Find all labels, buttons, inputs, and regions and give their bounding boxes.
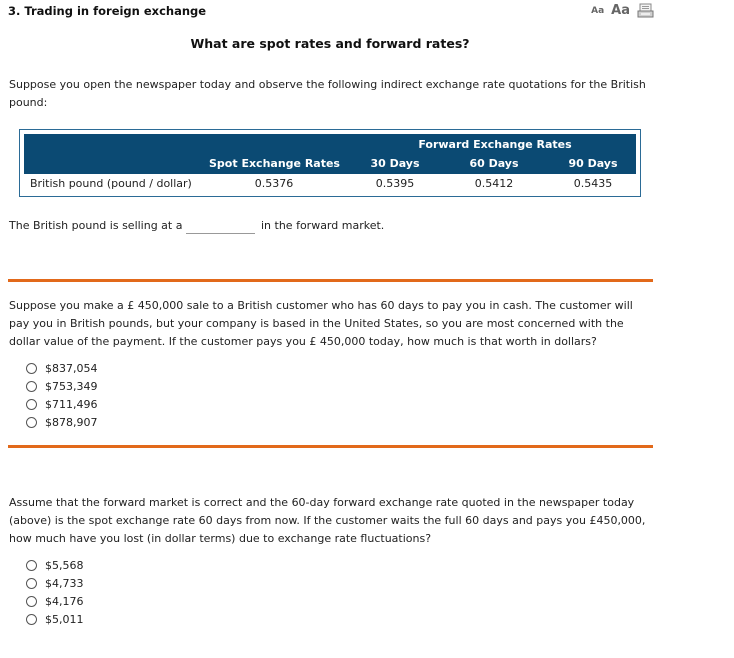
forward-rates-group-header: Forward Exchange Rates <box>418 138 572 151</box>
radio-button[interactable] <box>26 363 37 374</box>
radio-button[interactable] <box>26 596 37 607</box>
font-size-large-button[interactable]: Aa <box>611 3 630 18</box>
col-header-spot: Spot Exchange Rates <box>209 157 340 170</box>
q3-option[interactable] <box>26 577 84 590</box>
radio-button[interactable] <box>26 381 37 392</box>
print-icon[interactable] <box>637 3 654 18</box>
page-subtitle: What are spot rates and forward rates? <box>190 36 470 51</box>
row-label: British pound (pound / dollar) <box>30 177 192 190</box>
question-2-text: Suppose you make a £ 450,000 sale to a British customer who has 60 days to pay you in cash. The customer will pay you in British pounds, but your company is based in the United States, so you are most concerned with the dollar value of the payment. If the customer pays you £ 450,000 today, how much is that worth in dollars? <box>9 299 633 348</box>
radio-button[interactable] <box>26 614 37 625</box>
exchange-rate-table <box>19 129 641 197</box>
q2-option-label: $753,349 <box>45 380 98 393</box>
cell-90-days: 0.5435 <box>573 177 613 190</box>
col-header-60-days: 60 Days <box>469 157 519 170</box>
fill-blank-dropdown[interactable] <box>186 233 255 234</box>
question-3-text: Assume that the forward market is correct and the 60-day forward exchange rate quoted in the newspaper today (above) is the spot exchange rate 60 days from now. If the customer waits the full 60 days and pays you £450,000, how much have you lost (in dollar terms) due to exchange rate fluctuations? <box>9 496 646 545</box>
table-row <box>24 174 636 193</box>
q3-option[interactable] <box>26 595 84 608</box>
q2-option-label: $878,907 <box>45 416 98 429</box>
fill-blank-suffix: in the forward market. <box>261 219 385 232</box>
col-header-90-days: 90 Days <box>568 157 618 170</box>
radio-button[interactable] <box>26 578 37 589</box>
q2-option-label: $837,054 <box>45 362 98 375</box>
q2-option-label: $711,496 <box>45 398 98 411</box>
q3-option-label: $5,011 <box>45 613 84 626</box>
q3-option[interactable] <box>26 559 84 572</box>
section-divider <box>8 279 653 282</box>
cell-30-days: 0.5395 <box>375 177 415 190</box>
q2-option[interactable] <box>26 398 98 411</box>
q2-option[interactable] <box>26 416 98 429</box>
table-header <box>24 134 636 174</box>
q3-option[interactable] <box>26 613 84 626</box>
q3-option-label: $5,568 <box>45 559 84 572</box>
q3-option-label: $4,733 <box>45 577 84 590</box>
section-divider <box>8 445 653 448</box>
question-title: 3. Trading in foreign exchange <box>8 4 207 18</box>
q2-option[interactable] <box>26 362 98 375</box>
q2-option[interactable] <box>26 380 98 393</box>
cell-60-days: 0.5412 <box>474 177 514 190</box>
font-size-small-button[interactable]: Aa <box>591 5 605 16</box>
cell-spot: 0.5376 <box>254 177 294 190</box>
q3-option-label: $4,176 <box>45 595 84 608</box>
toolbar <box>591 3 654 18</box>
radio-button[interactable] <box>26 417 37 428</box>
fill-blank-prefix: The British pound is selling at a <box>9 219 183 232</box>
col-header-30-days: 30 Days <box>370 157 420 170</box>
intro-text: Suppose you open the newspaper today and observe the following indirect exchange rate quotations for the British pound: <box>9 78 646 109</box>
radio-button[interactable] <box>26 560 37 571</box>
radio-button[interactable] <box>26 399 37 410</box>
